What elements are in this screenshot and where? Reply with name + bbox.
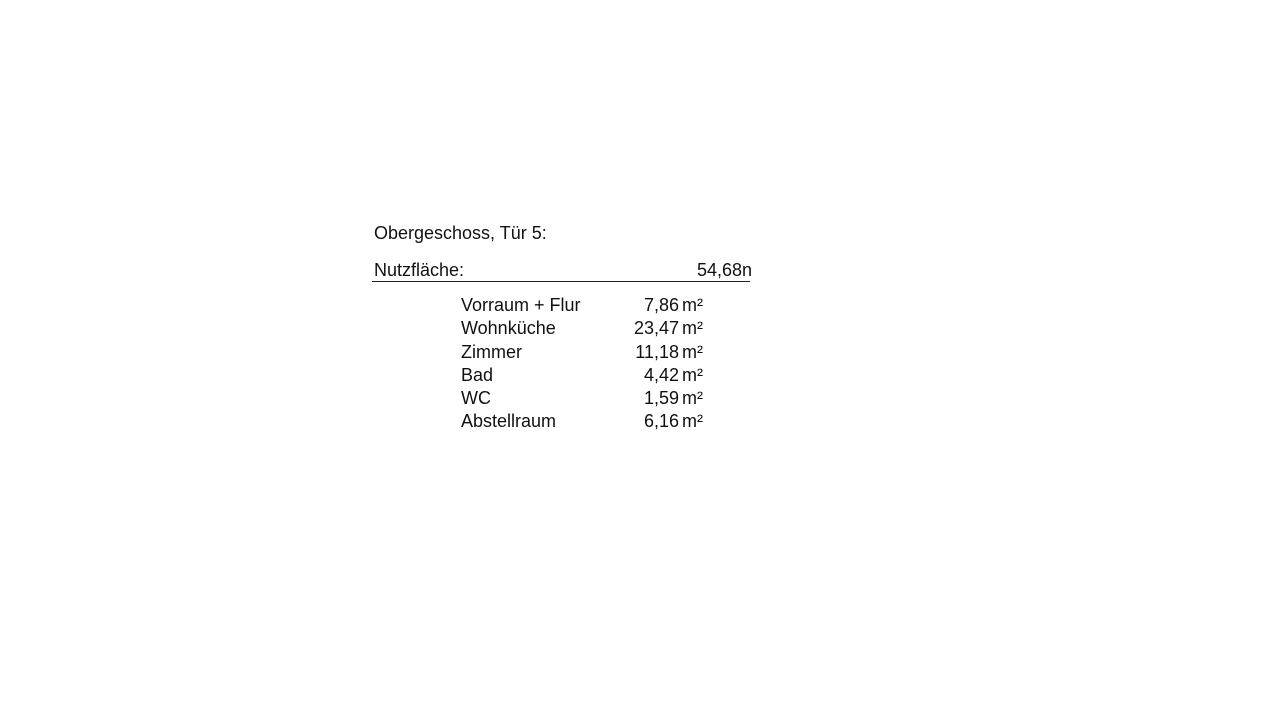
room-area-unit: m² [682,411,703,432]
usable-area-row [372,258,750,282]
room-row [461,341,721,364]
room-area-unit: m² [682,364,703,385]
room-area-unit: m² [682,318,703,339]
room-name: Bad [461,364,494,385]
room-row [461,317,721,340]
room-area-unit: m² [682,341,703,362]
room-area-value: 11,18 [635,341,679,362]
room-list [461,294,721,434]
room-area-value: 23,47 [633,318,679,339]
floor-heading: Obergeschoss, Tür 5: [374,223,547,243]
room-row [461,387,721,410]
usable-area-label: Nutzfläche: [374,260,465,280]
room-name: WC [461,388,491,409]
usable-area-value: 54,68n [696,260,752,280]
room-area-unit: m² [682,388,703,409]
room-area-unit: m² [682,295,703,315]
room-name: Wohnküche [461,318,556,339]
room-row [461,364,721,387]
room-row [461,294,721,317]
room-area-value: 6,16 [643,411,679,432]
room-name: Zimmer [461,341,522,362]
room-name: Abstellraum [461,411,557,432]
room-area-value: 7,86 [643,295,679,315]
room-area-value: 4,42 [643,364,679,385]
room-row [461,410,721,433]
room-area-value: 1,59 [643,388,679,409]
room-name: Vorraum + Flur [461,295,581,315]
